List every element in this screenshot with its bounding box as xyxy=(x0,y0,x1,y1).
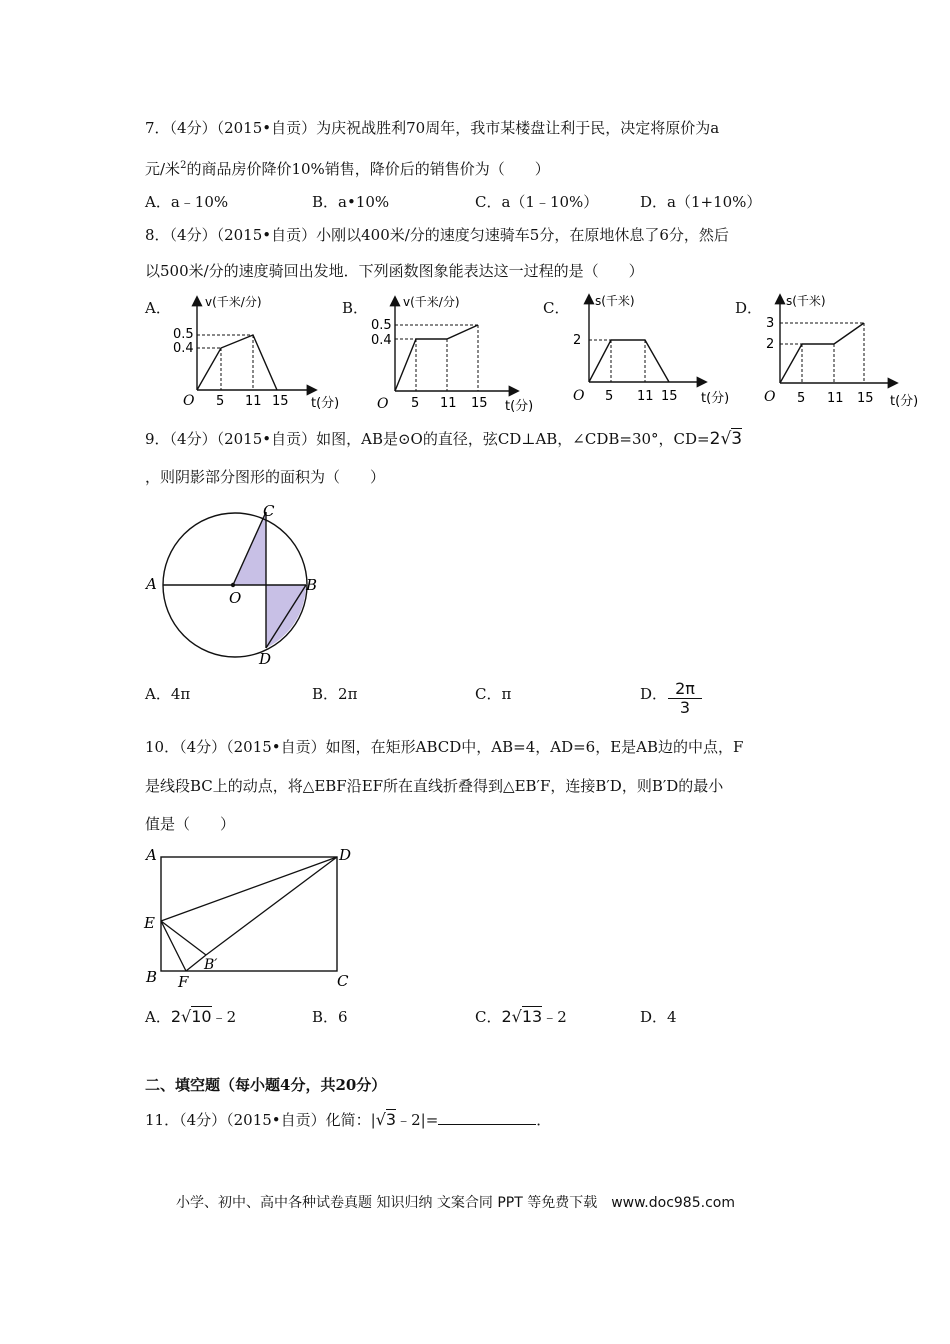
q10-figure xyxy=(140,842,360,992)
fraction-denominator: 3 xyxy=(679,698,691,717)
x-axis-label: t(分) xyxy=(701,391,730,406)
label-e: E xyxy=(144,914,155,932)
q9-option-a: A．4π xyxy=(145,685,191,703)
label-d: D xyxy=(339,846,352,864)
q9-option-b: B．2π xyxy=(312,685,358,703)
q11-mid: ﹣2|= xyxy=(396,1111,439,1129)
q10-line1: 10．（4分）（2015•自贡）如图，在矩形ABCD中，AB=4，AD=6，E是AB边的中点，F xyxy=(145,738,744,756)
xtick-5: 5 xyxy=(216,394,225,409)
q9-line1-text: 9．（4分）（2015•自贡）如图，AB是⊙O的直径，弦CD⊥AB，∠CDB=30°，CD= xyxy=(145,430,710,448)
q7-line2 xyxy=(145,156,550,179)
ytick-04: 0.4 xyxy=(173,341,194,356)
q9-option-d-fraction xyxy=(668,680,702,717)
segment-ed xyxy=(161,857,337,921)
q10-option-c-value xyxy=(501,1006,542,1026)
rect-abcd xyxy=(161,857,337,971)
label-f: F xyxy=(178,973,189,991)
ytick-2: 2 xyxy=(766,337,775,352)
label-b: B xyxy=(306,576,318,594)
xtick-11: 11 xyxy=(245,394,262,409)
xtick-15: 15 xyxy=(857,391,874,406)
q7-option-b: B．a•10% xyxy=(312,193,390,211)
label-b-prime: B′ xyxy=(204,957,218,973)
q9-line2: ，则阴影部分图形的面积为（ ） xyxy=(145,468,386,486)
q9-cd-coef: 2 xyxy=(709,429,721,449)
xtick-15: 15 xyxy=(661,389,678,404)
q7-line1: 7．（4分）（2015•自贡）为庆祝战胜利70周年，我市某楼盘让利于民，决定将原价为a xyxy=(145,119,720,137)
label-a: A xyxy=(146,846,157,864)
y-axis-label: v(千米/分) xyxy=(205,295,262,309)
fraction-numerator: 2π xyxy=(668,680,702,699)
q9-option-c: C．π xyxy=(475,685,512,703)
graph-line xyxy=(395,325,478,391)
sqrt-icon: √ xyxy=(720,429,732,449)
label-a: A xyxy=(146,575,157,593)
xtick-5: 5 xyxy=(411,396,420,411)
q7-option-d: D．a（1+10%） xyxy=(640,193,762,211)
xtick-15: 15 xyxy=(471,396,488,411)
ytick-04: 0.4 xyxy=(371,333,392,348)
section-title: 二、填空题（每小题4分，共20分） xyxy=(145,1076,387,1094)
q7-line2-pre: 元/米 xyxy=(145,160,181,178)
q10-option-a-tail: ﹣2 xyxy=(211,1008,237,1026)
sqrt-icon: √ xyxy=(375,1110,386,1129)
q7-line2-sup: 2 xyxy=(180,160,187,171)
q10-option-a-value xyxy=(171,1006,212,1026)
q11-line xyxy=(145,1110,551,1130)
segment-fbp xyxy=(186,955,206,971)
xtick-11: 11 xyxy=(827,391,844,406)
y-axis-label: s(千米) xyxy=(595,294,635,308)
q10-line3: 值是（ ） xyxy=(145,815,236,833)
q7-line2-post: 的商品房价降价10%销售，降价后的销售价为（ ） xyxy=(186,160,550,178)
sqrt-icon: √ xyxy=(511,1007,522,1026)
graph-line xyxy=(780,323,864,383)
label-c: C xyxy=(263,502,275,520)
q8-option-b-letter: B． xyxy=(342,299,369,317)
q8-line2: 以500米/分的速度骑回出发地．下列函数图象能表达这一过程的是（ ） xyxy=(145,262,644,280)
ytick-3: 3 xyxy=(766,316,775,331)
coef: 2 xyxy=(170,1007,182,1026)
q10-line2: 是线段BC上的动点，将△EBF沿EF所在直线折叠得到△EB′F，连接B′D，则B′D的最小 xyxy=(145,777,724,795)
y-axis-label: v(千米/分) xyxy=(403,295,460,309)
q8-option-d-letter: D． xyxy=(735,299,763,317)
q11-pre: 11．（4分）（2015•自贡）化简：| xyxy=(145,1111,376,1129)
sqrt-icon: √ xyxy=(181,1007,192,1026)
q7-option-c: C．a（1﹣10%） xyxy=(475,193,599,211)
x-axis-label: t(分) xyxy=(505,399,534,414)
q8-graph-a xyxy=(165,288,350,416)
graph-line xyxy=(589,340,669,382)
q10-option-c-tail: ﹣2 xyxy=(542,1008,567,1026)
label-b: B xyxy=(146,968,158,986)
center-point xyxy=(231,583,235,587)
q8-graph-b xyxy=(365,288,555,416)
q9-option-d-letter: D． xyxy=(640,685,668,703)
x-axis-label: t(分) xyxy=(890,394,919,409)
coef: 2 xyxy=(501,1007,512,1026)
radicand: 13 xyxy=(521,1007,543,1026)
x-axis-label: t(分) xyxy=(311,396,340,411)
origin-label: O xyxy=(764,389,776,405)
radicand: 3 xyxy=(385,1110,397,1129)
y-axis-label: s(千米) xyxy=(786,294,826,308)
q10-option-a-letter: A． xyxy=(145,1008,171,1026)
q10-option-a xyxy=(145,1006,236,1027)
segment-ebp xyxy=(161,921,206,955)
xtick-15: 15 xyxy=(272,394,289,409)
q8-option-c-letter: C． xyxy=(543,299,570,317)
q7-option-a: A．a﹣10% xyxy=(145,193,229,211)
ytick-2: 2 xyxy=(573,333,582,348)
q8-line1: 8．（4分）（2015•自贡）小刚以400米/分的速度匀速骑车5分，在原地休息了6分，然后 xyxy=(145,226,729,244)
origin-label: O xyxy=(573,388,585,404)
label-o: O xyxy=(229,589,242,607)
label-d: D xyxy=(259,650,272,668)
footer-text: 小学、初中、高中各种试卷真题 知识归纳 文案合同 PPT 等免费下载 www.doc985.com xyxy=(176,1195,735,1211)
q10-option-b: B．6 xyxy=(312,1008,348,1026)
q9-figure xyxy=(140,500,325,670)
origin-label: O xyxy=(377,396,389,412)
label-c: C xyxy=(337,972,349,990)
q8-option-a-letter: A． xyxy=(145,299,171,317)
q11-radical xyxy=(376,1109,396,1129)
q9-line1 xyxy=(145,429,742,449)
q9-cd-radicand: 3 xyxy=(731,429,743,449)
q10-option-c xyxy=(475,1006,567,1027)
ytick-05: 0.5 xyxy=(173,327,194,342)
q10-option-d: D．4 xyxy=(640,1008,677,1026)
q8-graph-d xyxy=(758,288,938,416)
radicand: 10 xyxy=(191,1007,212,1026)
xtick-11: 11 xyxy=(637,389,654,404)
q9-cd-value xyxy=(710,428,743,449)
q10-option-c-letter: C． xyxy=(475,1008,502,1026)
xtick-5: 5 xyxy=(797,391,806,406)
graph-line xyxy=(197,335,277,390)
xtick-5: 5 xyxy=(605,389,614,404)
origin-label: O xyxy=(183,393,195,409)
answer-blank[interactable] xyxy=(438,1110,536,1125)
xtick-11: 11 xyxy=(440,396,457,411)
segment-ef xyxy=(161,921,186,971)
q11-post: ． xyxy=(536,1111,552,1129)
q8-graph-c xyxy=(565,288,745,416)
ytick-05: 0.5 xyxy=(371,318,392,333)
segment-bpd xyxy=(206,857,337,955)
